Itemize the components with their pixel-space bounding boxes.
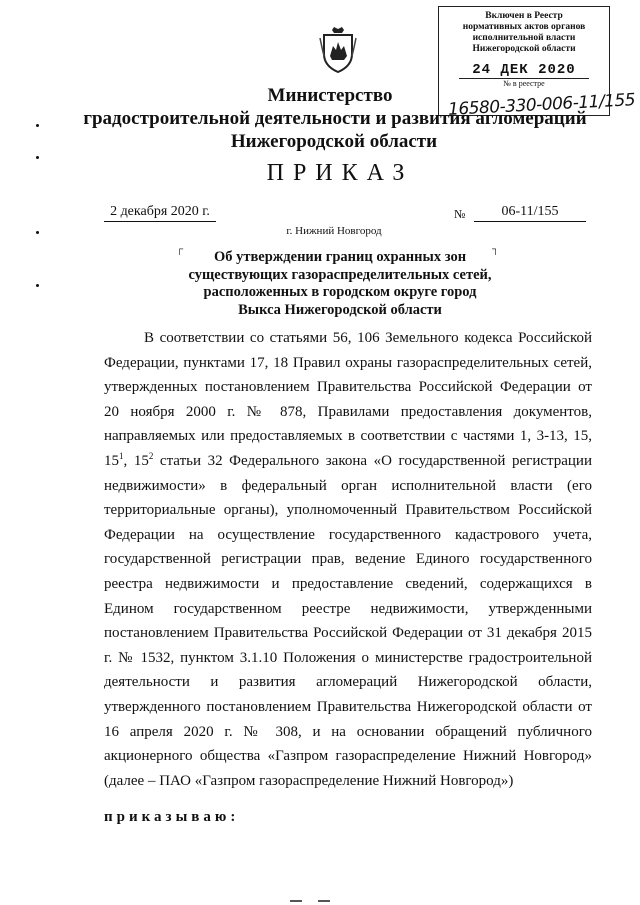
margin-dot [36,156,39,159]
subject-corner-right: ┐ [492,244,500,255]
ministry-title-line-1: Министерство [267,85,393,106]
margin-dot [36,124,39,127]
subject-line-1: Об утверждении границ охранных зон [213,249,467,265]
preamble-part-1: В соответствии со статьями 56, 106 Земельного кодекса Российской Федерации, пунктами 17, 18 Правил охраны газораспределительных сетей, утвержденных постановлением Правительства Российской Федерации от 20 ноября 2000 г. № 878, Правилами предоставления документов, направляемых или предоставляемых в соответствии с частями 1, 3-13, 15, 15 [104,330,592,469]
preamble-paragraph [104,326,592,793]
stamp-line-3: исполнительной власти [472,33,576,43]
preamble [104,326,592,793]
subject-corner-left: ┌ [176,244,184,255]
margin-dot [36,231,39,234]
subject-line-3: расположенных в городском округе город [203,284,477,300]
ministry-title-line-2: градостроительной деятельности и развития агломераций [83,108,587,129]
margin-dot [36,284,39,287]
order-date: 2 декабря 2020 г. [104,204,216,222]
registry-number-handwritten: 16580-330-006-11/155 [447,90,636,120]
stamp-line-2: нормативных актов органов [462,22,586,32]
subject-line-2: существующих газораспределительных сетей, [188,266,492,283]
order-number: 06-11/155 [474,204,586,222]
subject-line-4: Выкса Нижегородской области [238,301,442,318]
superscript-1: 1 [119,450,124,461]
preamble-part-3: статьи 32 Федерального закона «О государственной регистрации недвижимости» в федеральный орган исполнительной власти (его территориальные органы), уполномоченный Правительством Российской Федерации на осуществление государственного кадастрового учета, государственной регистрации прав, ведение Единого государственного реестра недвижимости и предоставление сведений, содержащихся в Едином государственном реестре недвижимости, утвержденными постановлением Правительства Российской Федерации от 31 декабря 2015 г. № 1532, пунктом 3.1.10 Положения о министерстве градостроительной деятельности и развития агломераций Нижегородской области, утвержденного постановлением Правительства Нижегородской области от 16 апреля 2020 г. № 308, и на основании обращений публичного акционерного общества «Газпром газораспределение Нижний Новгород» (далее – ПАО «Газпром газораспределение Нижний Новгород») [104,452,592,789]
coat-of-arms-icon [318,26,358,74]
stamp-date: 24 ДЕК 2020 [472,62,576,78]
preamble-part-2: , 15 [123,452,149,469]
order-number-label: № [454,207,466,221]
stamp-line-4: Нижегородской области [472,44,576,54]
order-word: приказываю: [104,809,240,825]
stamp-registry-label: № в реестре [503,79,545,88]
city: г. Нижний Новгород [286,225,382,237]
bottom-mark [318,900,330,902]
stamp-line-1: Включен в Реестр [485,11,563,21]
superscript-2: 2 [148,450,154,461]
bottom-mark [290,900,302,902]
document-type: ПРИКАЗ [266,160,414,186]
ministry-title-line-3: Нижегородской области [230,131,438,152]
order-subject [170,249,510,319]
